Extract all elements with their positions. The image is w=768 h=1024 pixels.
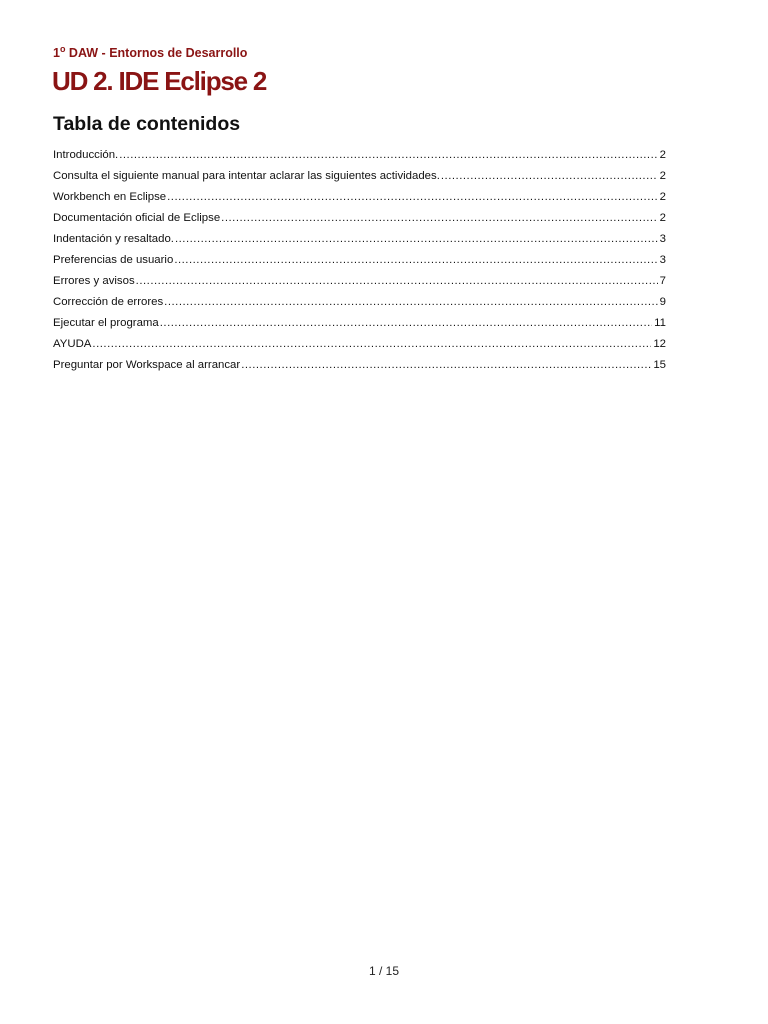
toc-entry-page: 12 <box>653 338 666 350</box>
toc-entry-page: 3 <box>659 233 666 245</box>
toc-entry[interactable] <box>53 271 666 292</box>
toc-entry-label: AYUDA <box>53 338 92 350</box>
toc-leader-dots <box>164 292 658 313</box>
toc-entry[interactable] <box>53 208 666 229</box>
toc-entry[interactable] <box>53 229 666 250</box>
toc-leader-dots <box>174 250 657 271</box>
page-indicator: 1 / 15 <box>368 964 400 978</box>
toc-entry-page: 7 <box>659 275 666 287</box>
toc-entry-label: Consulta el siguiente manual para intentar aclarar las siguientes actividades. <box>53 170 440 182</box>
toc-entry[interactable] <box>53 313 666 334</box>
toc-entry-page: 11 <box>654 317 666 329</box>
toc-leader-dots <box>441 166 658 187</box>
toc-entry[interactable] <box>53 292 666 313</box>
toc-leader-dots <box>167 187 658 208</box>
toc-entry[interactable] <box>53 334 666 355</box>
toc-leader-dots <box>160 313 652 334</box>
toc-entry-page: 9 <box>659 296 666 308</box>
toc-entry-label: Indentación y resaltado. <box>53 233 174 245</box>
toc-entry[interactable] <box>53 166 666 187</box>
toc-leader-dots <box>92 334 651 355</box>
toc-leader-dots <box>221 208 658 229</box>
course-name: DAW - Entornos de Desarrollo <box>65 46 248 60</box>
toc-entry-label: Documentación oficial de Eclipse <box>53 212 221 224</box>
course-year: 1 <box>53 46 60 60</box>
toc-entry-label: Errores y avisos <box>53 275 135 287</box>
toc-entry-label: Preguntar por Workspace al arrancar <box>53 359 241 371</box>
toc-entry[interactable] <box>53 250 666 271</box>
toc-entry-page: 2 <box>659 149 666 161</box>
toc-entry-label: Ejecutar el programa <box>53 317 159 329</box>
document-title: UD 2. IDE Eclipse 2 <box>52 66 267 96</box>
toc-entry[interactable] <box>53 355 666 376</box>
toc-entry-page: 2 <box>659 191 666 203</box>
toc-entry-page: 15 <box>653 359 666 371</box>
table-of-contents <box>53 145 666 376</box>
toc-heading: Tabla de contenidos <box>53 113 241 135</box>
toc-entry-label: Workbench en Eclipse <box>53 191 167 203</box>
toc-leader-dots <box>119 145 657 166</box>
toc-leader-dots <box>175 229 658 250</box>
toc-entry-page: 2 <box>659 170 666 182</box>
toc-entry-label: Corrección de errores <box>53 296 164 308</box>
toc-entry-label: Introducción. <box>53 149 119 161</box>
toc-entry[interactable] <box>53 145 666 166</box>
toc-entry-page: 2 <box>659 212 666 224</box>
toc-entry-page: 3 <box>659 254 666 266</box>
toc-leader-dots <box>136 271 658 292</box>
toc-leader-dots <box>241 355 651 376</box>
toc-entry[interactable] <box>53 187 666 208</box>
course-subtitle <box>53 46 247 60</box>
course-ordinal: o <box>59 44 66 54</box>
toc-entry-label: Preferencias de usuario <box>53 254 174 266</box>
